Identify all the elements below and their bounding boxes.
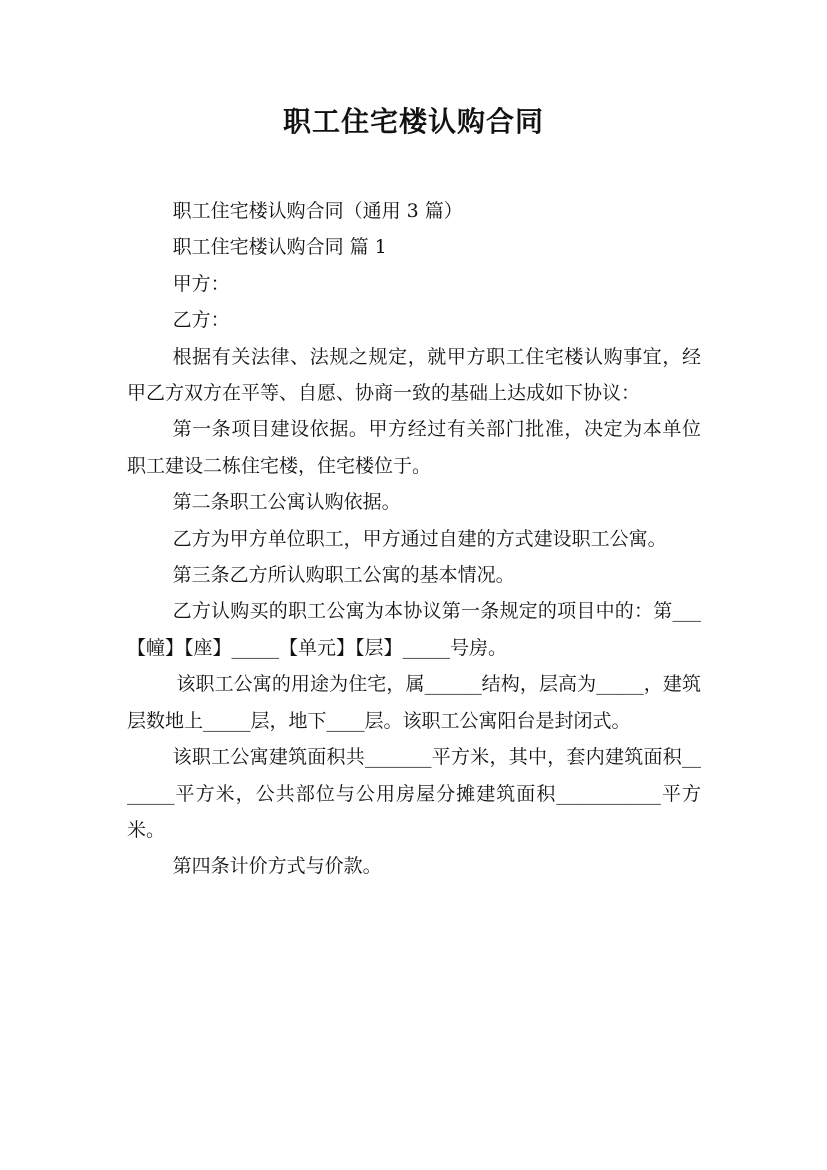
preamble-paragraph: 根据有关法律、法规之规定，就甲方职工住宅楼认购事宜，经甲乙方双方在平等、自愿、协商一致的基础上达成如下协议： [127,345,701,405]
document-body [127,193,701,885]
article-2-heading: 第二条职工公寓认购依据。 [172,491,401,514]
party-b-line: 乙方： [172,309,230,332]
article-1-paragraph: 第一条项目建设依据。甲方经过有关部门批准，决定为本单位职工建设二栋住宅楼，住宅楼位于。 [127,418,701,477]
article-3-unit-paragraph: 乙方认购买的职工公寓为本协议第一条规定的项目中的：第___【幢】【座】_____【单元】【层】_____号房。 [127,600,701,659]
section-heading: 职工住宅楼认购合同 篇 1 [172,236,387,259]
party-a-line: 甲方： [172,272,230,295]
article-3-structure-paragraph: 该职工公寓的用途为住宅，属______结构，层高为_____，建筑层数地上_____层，地下____层。该职工公寓阳台是封闭式。 [127,673,701,732]
subtitle-paragraph: 职工住宅楼认购合同（通用 3 篇） [172,200,463,222]
article-4-heading: 第四条计价方式与价款。 [172,855,382,878]
article-2-paragraph: 乙方为甲方单位职工，甲方通过自建的方式建设职工公寓。 [172,527,667,550]
document-title: 职工住宅楼认购合同 [282,105,544,138]
article-3-heading: 第三条乙方所认购职工公寓的基本情况。 [172,564,515,587]
article-3-area-paragraph: 该职工公寓建筑面积共_______平方米，其中，套内建筑面积_______平方米，公共部位与公用房屋分摊建筑面积___________平方米。 [127,746,701,841]
